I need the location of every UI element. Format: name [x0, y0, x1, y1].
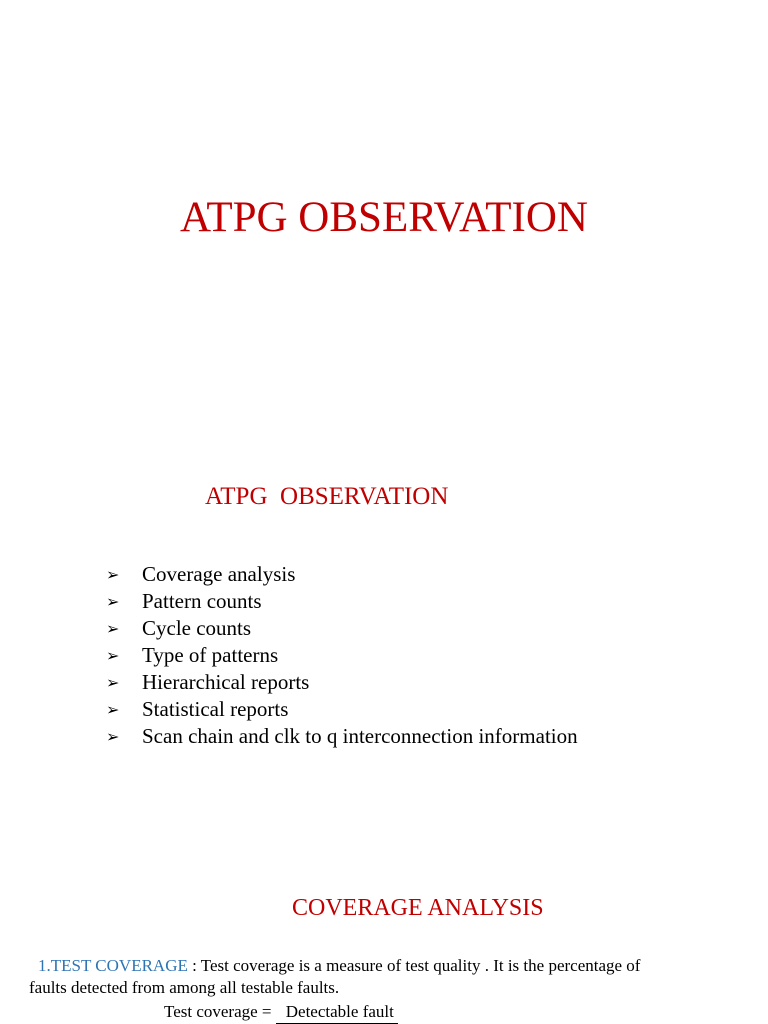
list-item-label: Type of patterns: [142, 643, 279, 667]
list-item: [106, 561, 578, 588]
arrow-bullet-icon: ➢: [106, 700, 120, 719]
definition-text: : Test coverage is a measure of test quality . It is the percentage of: [187, 956, 641, 975]
list-item-label: Hierarchical reports: [142, 670, 310, 694]
list-item-label: Pattern counts: [142, 589, 262, 613]
list-item-label: Coverage analysis: [142, 562, 296, 586]
coverage-formula: [164, 1001, 398, 1024]
definition-term: 1.TEST COVERAGE: [38, 956, 188, 975]
list-item: [106, 723, 578, 750]
list-item: [106, 615, 578, 642]
list-item: [106, 588, 578, 615]
section-heading: ATPG OBSERVATION: [205, 483, 449, 510]
definition-line-2: faults detected from among all testable faults.: [29, 978, 340, 997]
slide-title: ATPG OBSERVATION: [180, 194, 588, 241]
formula-numerator: Detectable fault: [276, 1001, 398, 1024]
arrow-bullet-icon: ➢: [106, 727, 120, 746]
test-coverage-definition: [29, 955, 729, 999]
coverage-heading: COVERAGE ANALYSIS: [292, 895, 544, 921]
arrow-bullet-icon: ➢: [106, 592, 120, 611]
list-item: [106, 669, 578, 696]
definition-line-1: [29, 955, 729, 977]
list-item: [106, 696, 578, 723]
list-item-label: Statistical reports: [142, 697, 289, 721]
observation-list: [106, 561, 578, 750]
formula-label: Test coverage =: [164, 1002, 276, 1021]
arrow-bullet-icon: ➢: [106, 646, 120, 665]
list-item-label: Scan chain and clk to q interconnection information: [142, 724, 578, 748]
arrow-bullet-icon: ➢: [106, 619, 120, 638]
arrow-bullet-icon: ➢: [106, 673, 120, 692]
list-item: [106, 642, 578, 669]
arrow-bullet-icon: ➢: [106, 565, 120, 584]
list-item-label: Cycle counts: [142, 616, 252, 640]
